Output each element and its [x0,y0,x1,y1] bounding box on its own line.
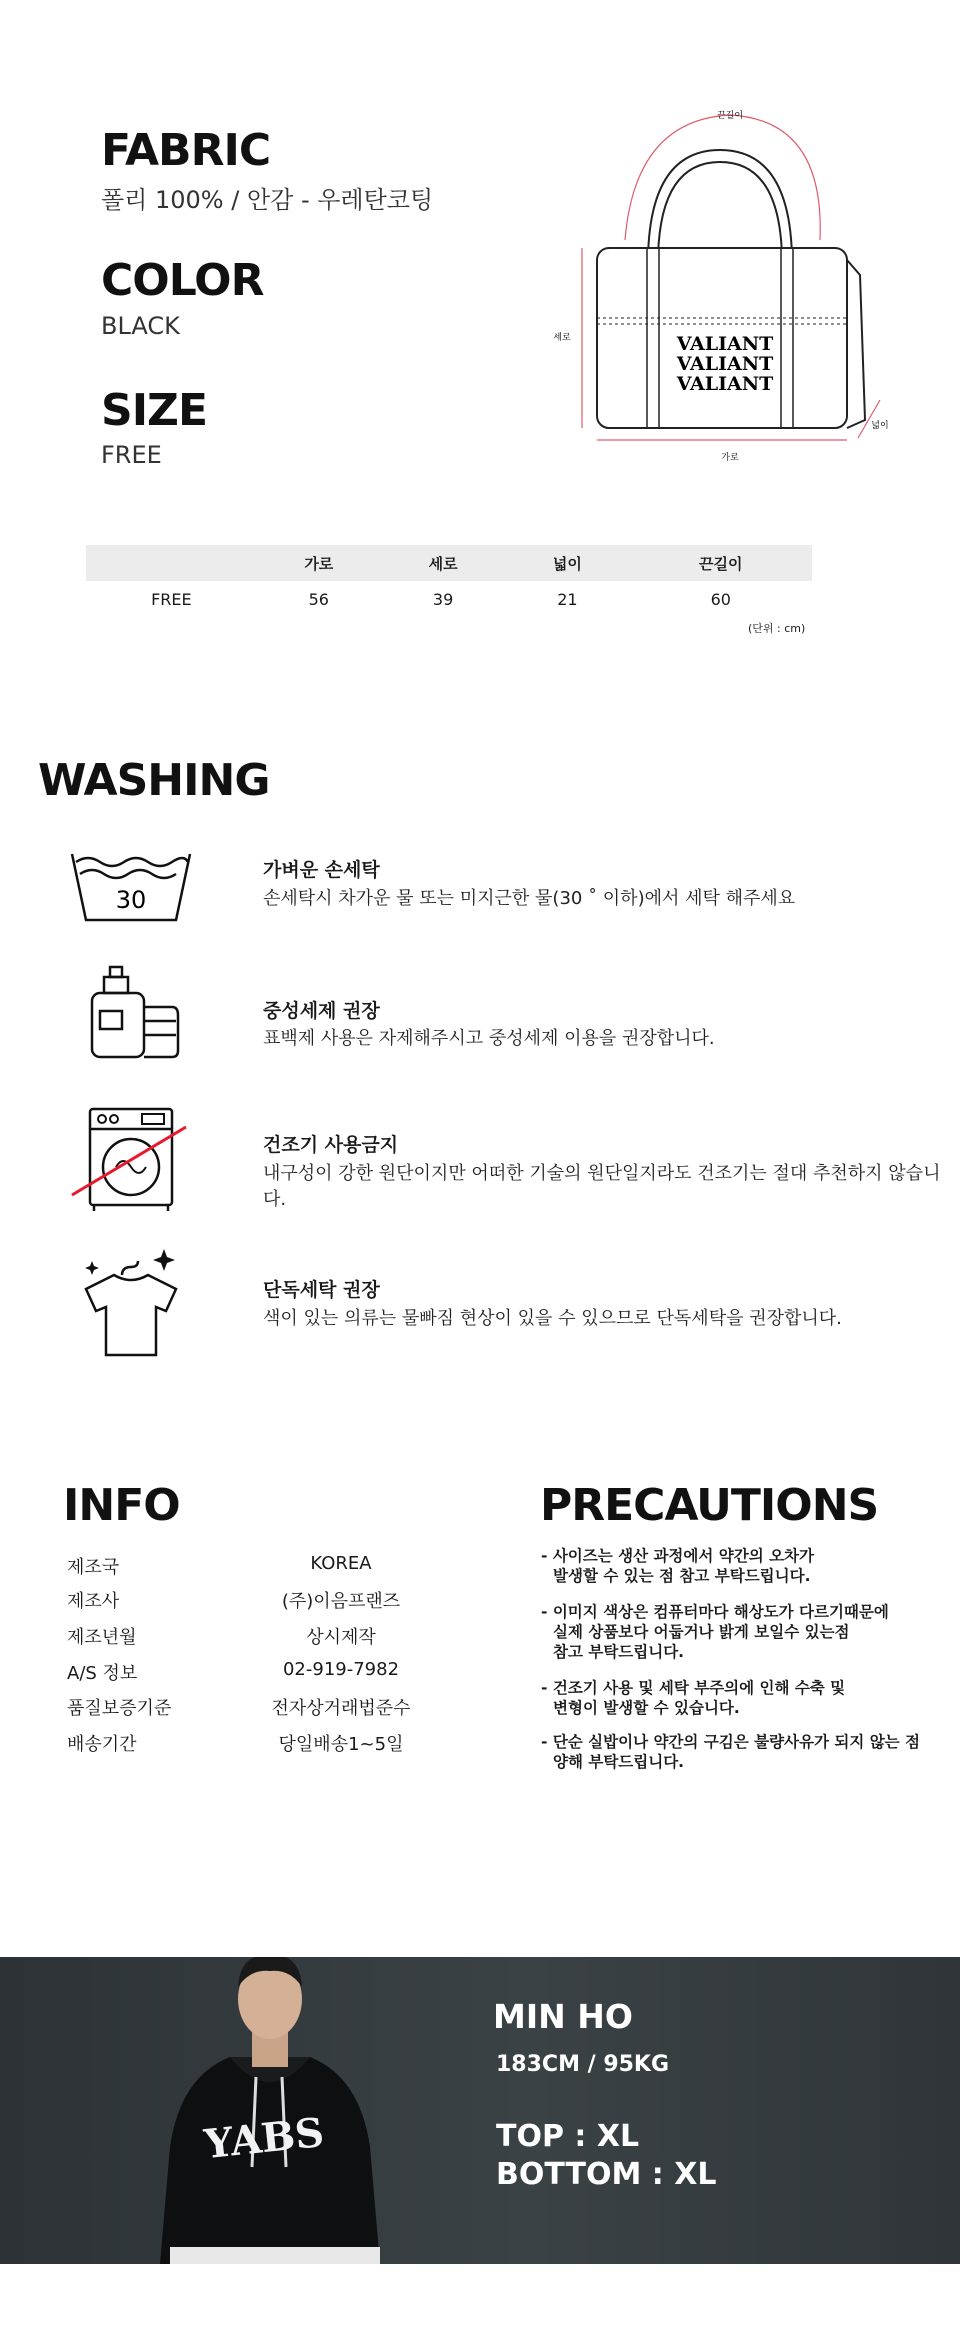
size-header-cell: 가로 [257,545,381,581]
info-value: 02-919-7982 [282,1659,400,1680]
wash-item-title: 중성세제 권장 [263,1000,380,1022]
wash-temperature-label: 30 [115,886,147,914]
precaution-line: 발생할 수 있는 점 참고 부탁드립니다. [553,1567,811,1585]
depth-label: 넓이 [871,421,889,431]
precaution-item [541,1546,814,1586]
wash-item-desc: 내구성이 강한 원단이지만 어떠한 기술의 원단일지라도 건조기는 절대 추천하지 않습니다. [263,1163,941,1210]
size-header-cell: 넓이 [505,545,629,581]
table-row [86,581,812,617]
wash-item-desc: 표백제 사용은 자제해주시고 중성세제 이용을 권장합니다. [263,1028,715,1049]
spec-color-title: COLOR [101,255,264,306]
size-unit: (단위 : cm) [748,622,806,635]
precaution-item [541,1602,889,1662]
info-key: 제조사 [67,1591,120,1612]
brand-line: VALIANT [676,333,774,355]
hoodie-print: YABS [202,2108,327,2169]
wash-item-title: 건조기 사용금지 [263,1134,399,1156]
info-key: 품질보증기준 [67,1698,172,1719]
spec-size-title: SIZE [101,385,208,436]
info-key: 배송기간 [67,1734,137,1755]
hand-wash-icon [68,848,194,924]
size-cell: FREE [151,589,192,609]
model-stats: 183CM / 95KG [496,2052,670,2077]
precaution-line: 참고 부탁드립니다. [553,1643,685,1661]
precaution-item [541,1732,920,1772]
detergent-icon [88,963,182,1059]
size-table-header [86,545,812,581]
model-banner [0,1957,960,2264]
precaution-line: - 사이즈는 생산 과정에서 약간의 오차가 [541,1547,814,1565]
info-key: 제조국 [67,1557,120,1578]
model-name: MIN HO [493,1997,633,2036]
info-value: KOREA [310,1553,372,1574]
model-photo [140,1957,400,2264]
info-value: 상시제작 [306,1627,376,1648]
bag-diagram [540,100,900,470]
size-table [86,545,812,617]
precaution-line: - 이미지 색상은 컴퓨터마다 해상도가 다르기때문에 [541,1603,889,1621]
wash-item-title: 가벼운 손세탁 [263,859,380,881]
precaution-line: 양해 부탁드립니다. [553,1753,685,1771]
spec-fabric-value: 폴리 100% / 안감 - 우레탄코팅 [101,186,434,214]
info-title: INFO [63,1480,180,1531]
size-header-cell: 끈길이 [630,545,812,581]
info-value: 전자상거래법준수 [271,1698,411,1719]
no-dryer-icon [68,1103,192,1213]
wash-item-title: 단독세탁 권장 [263,1279,380,1301]
precautions-title: PRECAUTIONS [540,1480,879,1531]
spec-fabric-title: FABRIC [101,125,271,176]
size-cell: 39 [432,589,454,609]
size-cell: 60 [710,589,731,609]
wash-item-desc: 손세탁시 차가운 물 또는 미지근한 물(30 ˚ 이하)에서 세탁 해주세요 [263,888,796,909]
height-label: 세로 [553,333,571,343]
spec-size-value: FREE [101,441,162,469]
spec-color-value: BLACK [101,312,180,340]
size-header-cell: 세로 [381,545,505,581]
info-value: 당일배송1~5일 [278,1734,404,1755]
info-value: (주)이음프랜즈 [281,1591,401,1612]
brand-line: VALIANT [676,353,774,375]
model-bottom-size: BOTTOM : XL [496,2157,717,2192]
brand-line: VALIANT [676,373,774,395]
size-cell: 56 [308,589,329,609]
size-cell: 21 [557,589,578,609]
info-key: 제조년월 [67,1627,137,1648]
precaution-item [541,1678,845,1718]
info-key: A/S 정보 [67,1663,138,1684]
tshirt-icon [78,1245,184,1357]
precaution-line: 변형이 발생할 수 있습니다. [553,1699,740,1717]
precaution-line: - 건조기 사용 및 세탁 부주의에 인해 수축 및 [541,1679,846,1697]
model-top-size: TOP : XL [496,2119,640,2154]
strap-length-label: 끈길이 [716,111,744,121]
size-header-cell [86,545,257,581]
wash-item-desc: 색이 있는 의류는 물빠짐 현상이 있을 수 있으므로 단독세탁을 권장합니다. [263,1308,842,1329]
washing-title: WASHING [38,755,270,806]
precaution-line: 실제 상품보다 어둡거나 밝게 보일수 있는점 [553,1623,850,1641]
precaution-line: - 단순 실밥이나 약간의 구김은 불량사유가 되지 않는 점 [541,1733,921,1751]
width-label: 가로 [721,453,739,463]
